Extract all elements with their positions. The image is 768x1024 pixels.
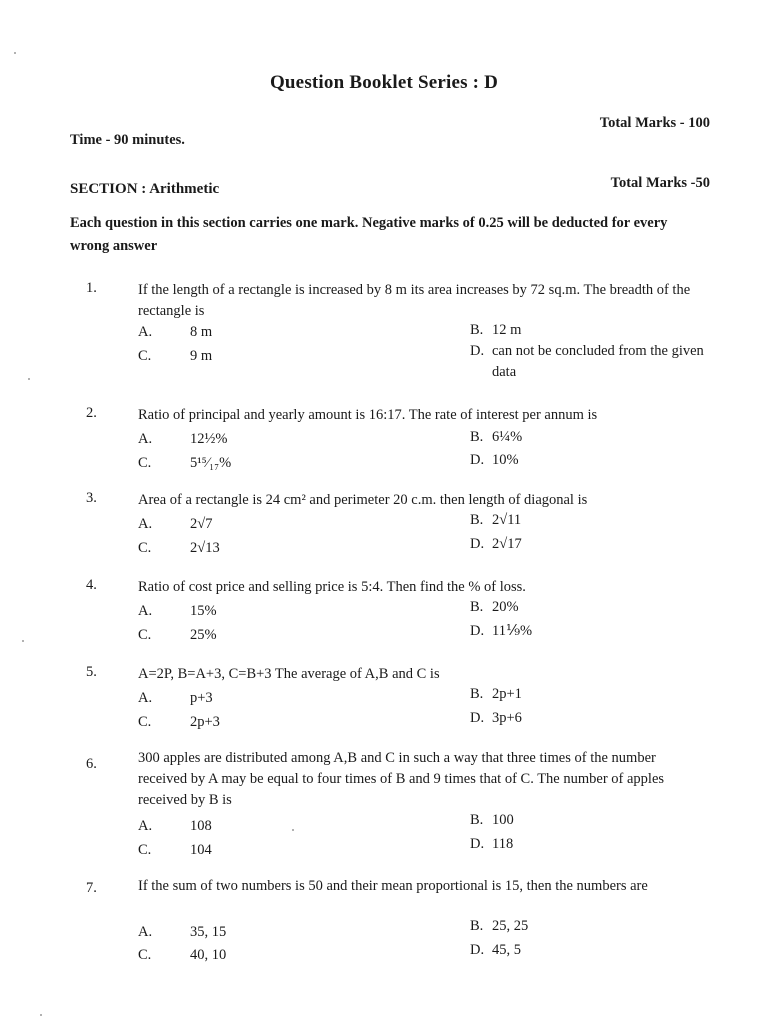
question-text: If the sum of two numbers is 50 and their mean proportional is 15, then the numbers are xyxy=(138,878,648,894)
question-text: Ratio of principal and yearly amount is 16:17. The rate of interest per annum is xyxy=(138,407,598,423)
option-d: D. 45, 5 xyxy=(470,942,521,958)
time-limit: Time - 90 minutes. xyxy=(70,132,185,148)
question-number: 5. xyxy=(86,664,97,680)
option-d: D. 118 xyxy=(470,836,514,852)
option-a: A. p+3 xyxy=(138,690,213,706)
question-number: 1. xyxy=(86,280,97,296)
question-text: 300 apples are distributed among A,B and C in such a way that three times of the number received by A may be equal to four times of B and 9 times that of C. The number of apples received by B is xyxy=(138,750,665,808)
option-a: A. 108 xyxy=(138,818,212,834)
option-a: A. 15% xyxy=(138,603,217,619)
option-b: B. 2p+1 xyxy=(470,686,522,702)
scan-speck xyxy=(22,640,24,642)
section-marks: Total Marks -50 xyxy=(610,175,710,191)
option-c: C. 9 m xyxy=(138,348,213,364)
option-b: B. 20% xyxy=(470,599,519,615)
option-d: D. 10% xyxy=(470,452,519,468)
option-b: B. 2√11 xyxy=(470,512,522,528)
question-number: 3. xyxy=(86,490,97,506)
question-number: 4. xyxy=(86,577,97,593)
option-c: C. 2√13 xyxy=(138,540,220,556)
question-text: If the length of a rectangle is increased by 8 m its area increases by 72 sq.m. The breadth of the rectangle is xyxy=(138,282,691,319)
scan-speck xyxy=(14,52,16,54)
scan-speck xyxy=(292,829,294,831)
total-marks: Total Marks - 100 xyxy=(599,115,710,131)
option-b: B. 100 xyxy=(470,812,514,828)
option-b: B. 6¼% xyxy=(470,429,523,445)
option-c: C. 25% xyxy=(138,627,217,643)
option-c: C. 104 xyxy=(138,842,212,858)
option-d: D. 11⅑% xyxy=(470,623,533,639)
option-d: D. 3p+6 xyxy=(470,710,522,726)
option-a: A. 12½% xyxy=(138,431,228,447)
instructions: Each question in this section carries one mark. Negative marks of 0.25 will be deducted for every wrong answer xyxy=(70,215,668,254)
option-c: C. 40, 10 xyxy=(138,947,227,963)
option-d: D. 2√17 xyxy=(470,536,522,552)
option-c: C. 5¹⁵⁄₁₇% xyxy=(138,455,232,471)
question-text: Area of a rectangle is 24 cm² and perimeter 20 c.m. then length of diagonal is xyxy=(138,492,588,508)
option-a: A. 35, 15 xyxy=(138,924,227,940)
option-c: C. 2p+3 xyxy=(138,714,220,730)
question-text: Ratio of cost price and selling price is 5:4. Then find the % of loss. xyxy=(138,579,526,595)
question-text: A=2P, B=A+3, C=B+3 The average of A,B and C is xyxy=(138,666,440,682)
option-a: A. 2√7 xyxy=(138,516,213,532)
question-number: 6. xyxy=(86,756,97,772)
scan-speck xyxy=(28,378,30,380)
booklet-title: Question Booklet Series : D xyxy=(269,72,499,93)
question-number: 7. xyxy=(86,880,97,896)
question-number: 2. xyxy=(86,405,97,421)
option-d: D. can not be concluded from the given data xyxy=(470,343,704,380)
section-heading: SECTION : Arithmetic xyxy=(70,181,220,197)
option-b: B. 12 m xyxy=(470,322,522,338)
option-a: A. 8 m xyxy=(138,324,213,340)
scan-speck xyxy=(40,1014,42,1016)
option-b: B. 25, 25 xyxy=(470,918,529,934)
